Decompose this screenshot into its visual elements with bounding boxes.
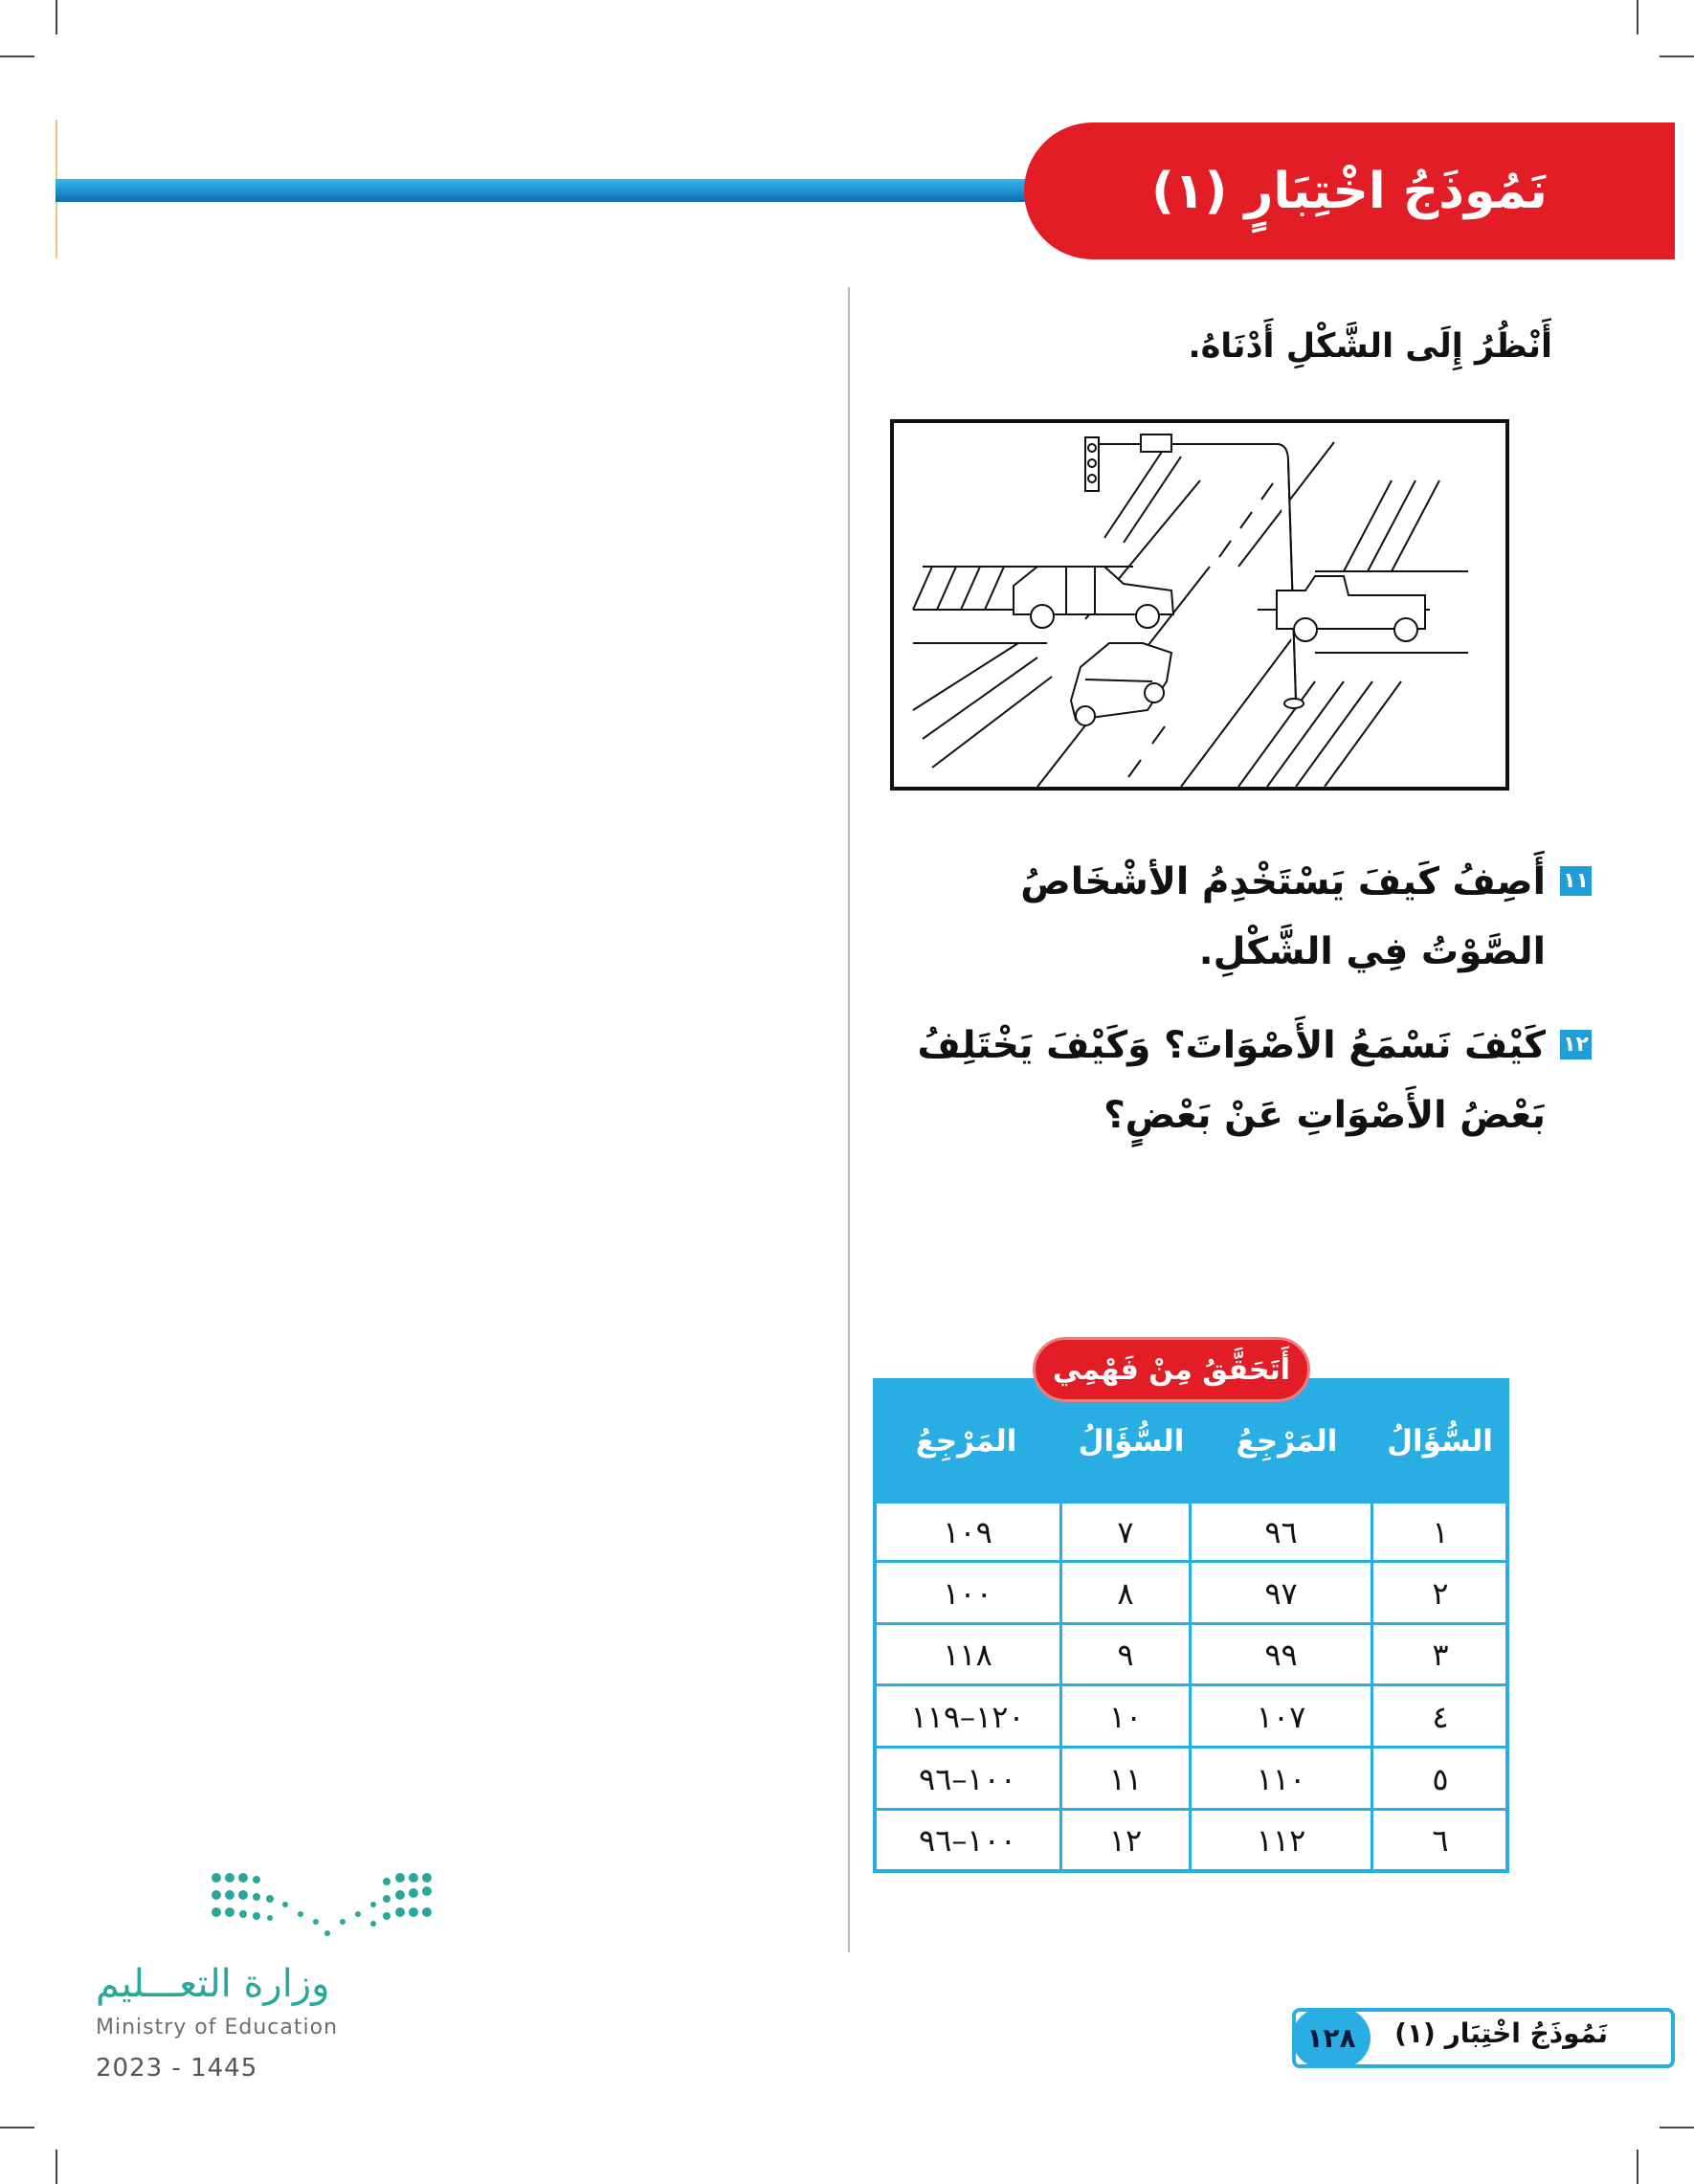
cell-reference: ٩٩: [1264, 1636, 1298, 1673]
cell-question: ٤: [1432, 1698, 1449, 1735]
cell-question: ٧: [1117, 1513, 1134, 1550]
header-reference: المَرْجِعُ: [915, 1424, 1017, 1459]
cell-question: ٦: [1432, 1821, 1449, 1859]
page-title: [1024, 123, 1675, 259]
page-number: ١٢٨: [1292, 2008, 1371, 2068]
cell-reference: ١٠٠–٩٦: [919, 1760, 1016, 1797]
cell-question: ٥: [1432, 1760, 1449, 1797]
ministry-name-arabic: وزارة التعـــليم: [96, 1962, 330, 2006]
header-band: [56, 179, 1041, 202]
check-understanding-text: أَتَحَقَّقُ مِنْ فَهْمِي: [1052, 1352, 1291, 1387]
ministry-name-english: Ministry of Education: [96, 2016, 339, 2039]
cell-reference: ٩٦: [1264, 1513, 1298, 1550]
page-title-text: نَمُوذَجُ اخْتِبَارٍ (١): [1151, 162, 1548, 220]
crop-mark: [56, 2150, 57, 2184]
cell-question: ١: [1432, 1513, 1449, 1550]
footer-title: نَمُوذَجُ اخْتِبَار (١): [1394, 2017, 1608, 2049]
cell-reference: ١٠٧: [1256, 1698, 1306, 1735]
ministry-year: 2023 - 1445: [96, 2054, 258, 2083]
cell-reference: ١٠٠–٩٦: [919, 1821, 1016, 1859]
traffic-intersection-figure: [890, 419, 1509, 791]
column-divider: [848, 287, 850, 1952]
question-12: [914, 1011, 1589, 1150]
header-question: السُّؤَالُ: [1078, 1424, 1185, 1459]
cell-reference: ١١٨: [943, 1636, 992, 1673]
question-text: كَيْفَ نَسْمَعُ الأَصْوَاتَ؟ وَكَيْفَ يَخْتَلِفُ بَعْضُ الأَصْوَاتِ عَنْ بَعْضٍ؟: [917, 1024, 1546, 1137]
crop-mark: [1637, 2150, 1638, 2184]
intro-text: أَنْظُرُ إِلَى الشَّكْلِ أَدْنَاهُ.: [1188, 327, 1552, 366]
cell-reference: ٩٧: [1264, 1574, 1298, 1612]
question-number-badge: ١١: [1560, 866, 1592, 896]
header-question: السُّؤَالُ: [1387, 1424, 1493, 1459]
crop-mark: [1660, 2127, 1694, 2128]
question-number-badge: ١٢: [1560, 1030, 1592, 1059]
crop-mark: [1637, 0, 1638, 34]
crop-mark: [1660, 56, 1694, 57]
question-text: أَصِفُ كَيفَ يَسْتَخْدِمُ الأشْخَاصُ الصَّوْتُ فِي الشَّكْلِ.: [1020, 860, 1546, 973]
cell-question: ١٠: [1108, 1698, 1143, 1735]
cell-question: ٨: [1117, 1574, 1134, 1612]
cell-reference: ١٠٩: [943, 1513, 992, 1550]
ministry-logo-icon: [209, 1866, 443, 1943]
cell-question: ٢: [1432, 1574, 1449, 1612]
cell-question: ١١: [1108, 1760, 1143, 1797]
cell-reference: ١٢٠–١١٩: [910, 1698, 1025, 1735]
cell-reference: ١٠٠: [943, 1574, 992, 1612]
traffic-intersection-illustration: [894, 423, 1505, 787]
cell-reference: ١١٢: [1256, 1821, 1306, 1859]
crop-mark: [0, 2127, 34, 2128]
check-understanding-label: [1033, 1337, 1310, 1402]
cell-question: ٣: [1432, 1636, 1449, 1673]
cell-question: ٩: [1117, 1636, 1134, 1673]
ministry-dots-icon: [209, 1866, 443, 1943]
question-11: [914, 847, 1589, 987]
header-reference: المَرْجِعُ: [1236, 1424, 1338, 1459]
crop-mark: [0, 56, 34, 57]
cell-question: ١٢: [1108, 1821, 1143, 1859]
crop-mark: [56, 0, 57, 34]
cell-reference: ١١٠: [1256, 1760, 1306, 1797]
